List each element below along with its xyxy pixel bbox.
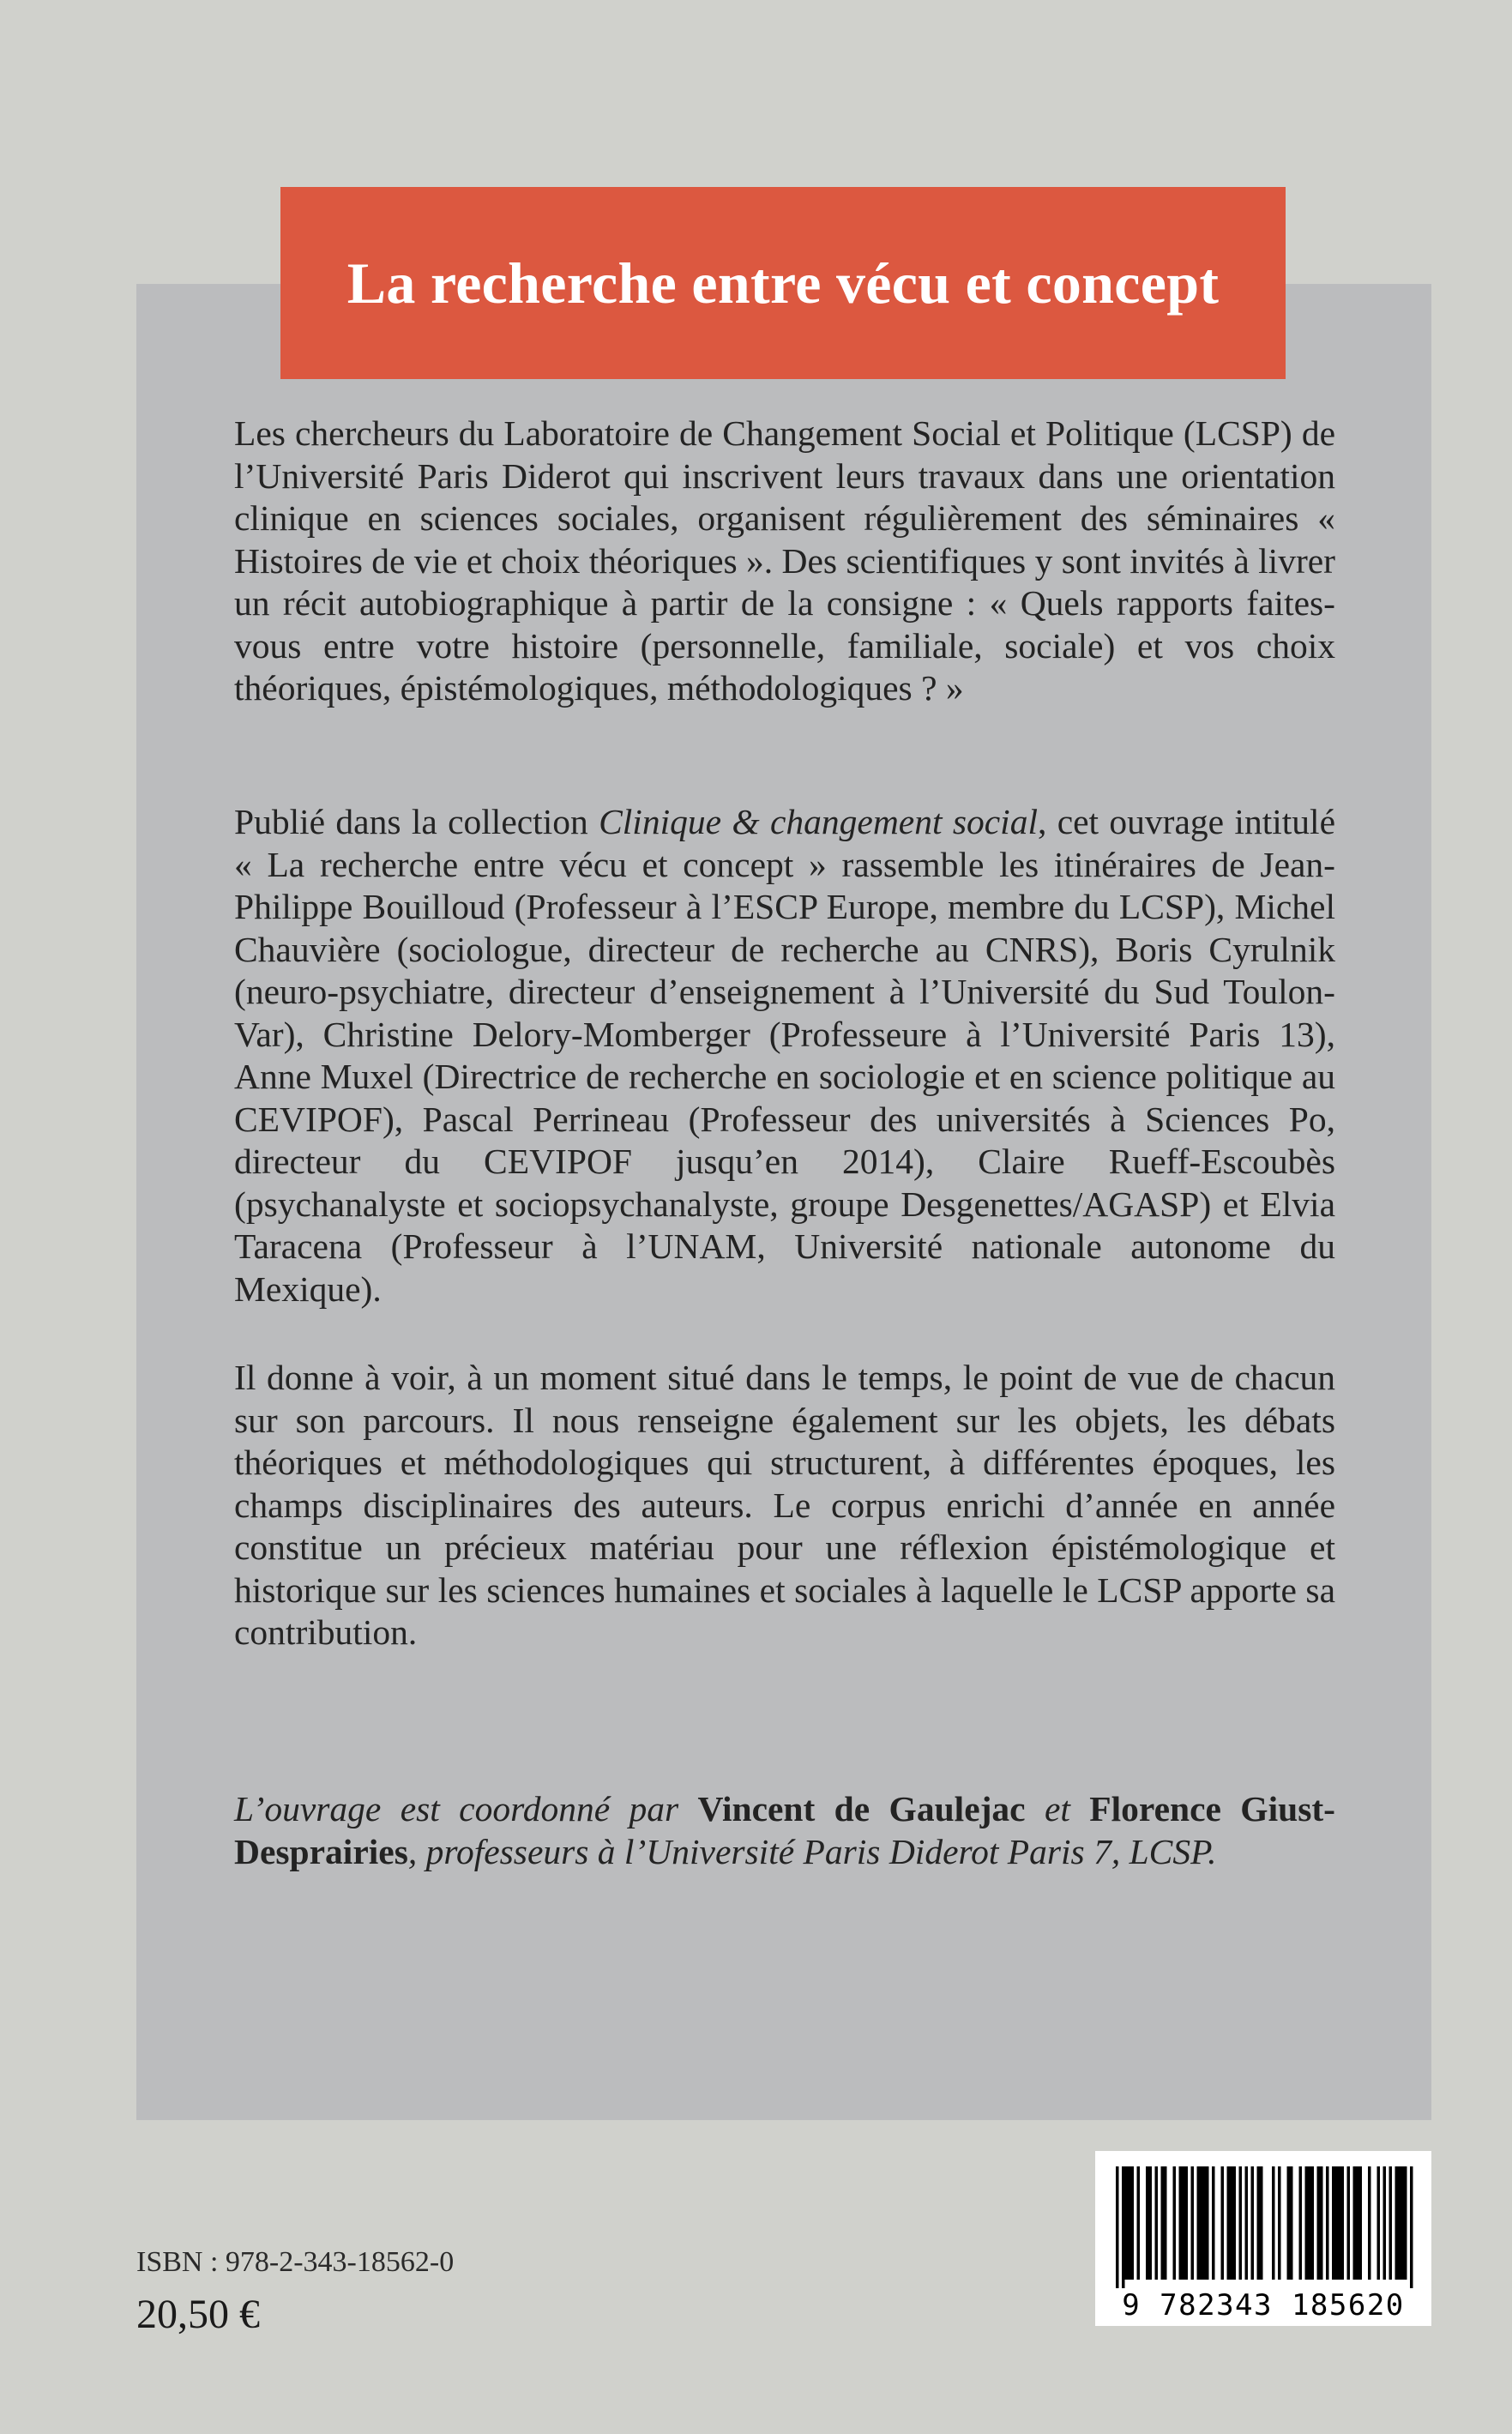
barcode-bar bbox=[1221, 2166, 1225, 2280]
barcode-bar bbox=[1299, 2166, 1303, 2280]
barcode-digits: 9 782343 185620 bbox=[1122, 2288, 1405, 2323]
barcode-bar bbox=[1317, 2166, 1323, 2280]
barcode-bar bbox=[1347, 2166, 1351, 2280]
barcode-bar bbox=[1326, 2166, 1329, 2280]
barcode-bars bbox=[1112, 2166, 1414, 2288]
barcode-bar bbox=[1353, 2166, 1363, 2280]
coordination-credit bbox=[234, 1788, 1335, 1873]
paragraph-contributors-text bbox=[234, 801, 1335, 1310]
paragraph-intro-text: Les chercheurs du Laboratoire de Changement Social et Politique (LCSP) de l’Université Paris Diderot qui inscrivent leurs travaux dans une orientation clinique en sciences sociales, organisent régulièrement des séminaires « Histoires de vie et choix théoriques ». Des scientifiques y sont invités à livrer un récit autobiographique à partir de la consigne : « Quels rapports faites-vous entre votre histoire (personnelle, familiale, sociale) et vos choix théoriques, épistémologiques, méthodologiques ? » bbox=[234, 413, 1335, 708]
barcode-bar bbox=[1173, 2166, 1177, 2280]
barcode-bar bbox=[1410, 2166, 1413, 2288]
barcode-bar bbox=[1278, 2166, 1281, 2280]
barcode-bar bbox=[1395, 2166, 1399, 2280]
barcode-bar bbox=[1146, 2166, 1152, 2280]
barcode-bar bbox=[1137, 2166, 1141, 2280]
barcode-bar bbox=[1197, 2166, 1209, 2280]
barcode-bar bbox=[1179, 2166, 1189, 2280]
title-banner bbox=[280, 187, 1286, 379]
credit-outro: , professeurs à l’Université Paris Diderot Paris 7, LCSP. bbox=[407, 1831, 1217, 1871]
barcode-bar bbox=[1368, 2166, 1371, 2280]
barcode-bar bbox=[1332, 2166, 1344, 2280]
barcode-bar bbox=[1155, 2166, 1159, 2280]
barcode-bar bbox=[1257, 2166, 1263, 2280]
barcode-bar bbox=[1251, 2166, 1255, 2280]
barcode-bar bbox=[1125, 2166, 1135, 2280]
coordination-credit-text bbox=[234, 1788, 1335, 1873]
barcode-bar bbox=[1161, 2166, 1167, 2280]
price: 20,50 € bbox=[136, 2292, 260, 2337]
credit-author-2: Florence Giust-Desprairies bbox=[234, 1789, 1335, 1871]
barcode-bar bbox=[1227, 2166, 1237, 2280]
barcode-bar bbox=[1389, 2166, 1393, 2280]
book-title: La recherche entre vécu et concept bbox=[346, 250, 1220, 316]
barcode-bar bbox=[1383, 2166, 1387, 2280]
barcode-bar bbox=[1377, 2166, 1381, 2280]
credit-intro: L’ouvrage est coordonné par bbox=[234, 1789, 698, 1829]
p2-part-b: , cet ouvrage intitulé « La recherche entre vécu et concept » rassemble les itinéraires de Jean-Philippe Bouilloud (Professeur à l’ESCP Europe, membre du LCSP), Michel Chauvière (sociologue, directeur de recherche au CNRS), Boris Cyrulnik (neuro-psychiatre, directeur d’enseignement à l’Université du Sud Toulon-Var), Christine Delory-Momberger (Professeure à l’Université Paris 13), Anne Muxel (Directrice de recherche en sociologie et en science politique au CEVIPOF), Pascal Perrineau (Professeur des universités à Sciences Po, directeur du CEVIPOF jusqu’en 2014), Claire Rueff-Escoubès (psychanalyste et sociopsychanalyste, groupe Desgenettes/AGASP) et Elvia Taracena (Professeur à l’UNAM, Université nationale autonome du Mexique). bbox=[234, 802, 1335, 1309]
credit-author-1: Vincent de Gaulejac bbox=[697, 1789, 1026, 1829]
barcode-bar bbox=[1272, 2166, 1275, 2280]
barcode-bar bbox=[1245, 2166, 1249, 2280]
barcode-bar bbox=[1116, 2166, 1119, 2288]
paragraph-summary bbox=[234, 1357, 1335, 1654]
barcode-bar bbox=[1212, 2166, 1215, 2280]
p2-part-a: Publié dans la collection bbox=[234, 802, 599, 841]
barcode-bar bbox=[1191, 2166, 1195, 2280]
collection-name: Clinique & changement social bbox=[599, 802, 1038, 841]
paragraph-intro bbox=[234, 413, 1335, 710]
barcode-bar bbox=[1239, 2166, 1243, 2280]
barcode-bar bbox=[1122, 2166, 1125, 2288]
barcode bbox=[1095, 2151, 1431, 2326]
isbn: ISBN : 978-2-343-18562-0 bbox=[136, 2246, 455, 2278]
barcode-bar bbox=[1398, 2166, 1407, 2280]
barcode-bar bbox=[1287, 2166, 1293, 2280]
barcode-bar bbox=[1305, 2166, 1315, 2280]
paragraph-contributors bbox=[234, 801, 1335, 1310]
paragraph-summary-text: Il donne à voir, à un moment situé dans le temps, le point de vue de chacun sur son parcours. Il nous renseigne également sur les objets, les débats théoriques et méthodologiques qui structurent, à différentes époques, les champs disciplinaires des auteurs. Le corpus enrichi d’année en année constitue un précieux matériau pour une réflexion épistémologique et historique sur les sciences humaines et sociales à laquelle le LCSP apporte sa contribution. bbox=[234, 1358, 1335, 1652]
credit-conjunction: et bbox=[1025, 1789, 1090, 1829]
